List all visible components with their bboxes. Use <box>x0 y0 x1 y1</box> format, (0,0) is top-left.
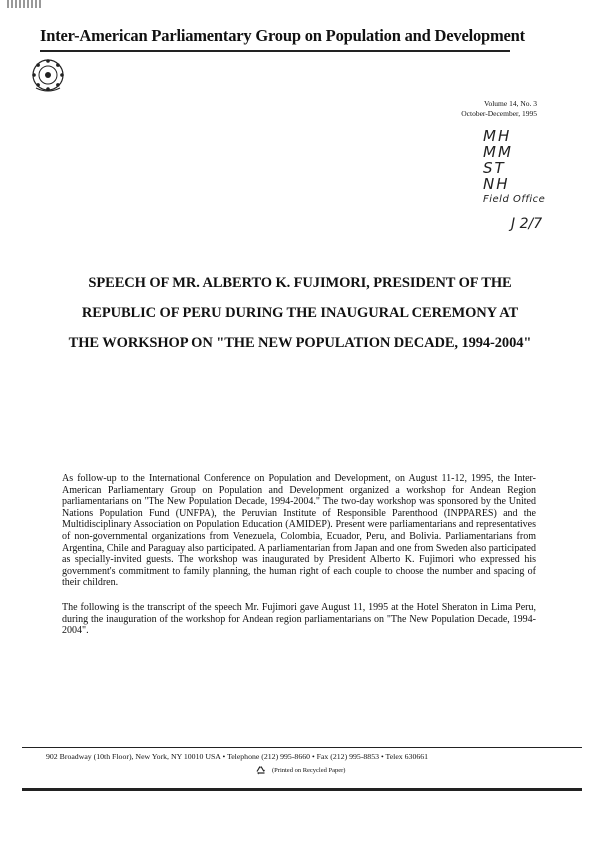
un-emblem-icon <box>30 57 66 93</box>
header-divider <box>40 50 510 52</box>
speech-title-line: SPEECH OF MR. ALBERTO K. FUJIMORI, PRESIDENT OF THE <box>88 275 512 291</box>
handwritten-line: MM <box>483 143 513 161</box>
recycled-paper-note: (Printed on Recycled Paper) <box>272 767 346 774</box>
handwritten-line: MH <box>483 127 512 145</box>
issue-date: October-December, 1995 <box>461 109 537 118</box>
handwritten-signature: J 2/7 <box>511 216 543 232</box>
issue-info <box>461 99 537 119</box>
speech-title-line: THE WORKSHOP ON "THE NEW POPULATION DECADE, 1994-2004" <box>68 335 532 351</box>
footer-divider <box>22 747 582 748</box>
recycle-icon <box>255 765 267 777</box>
handwritten-routing-notes <box>483 128 583 232</box>
body-paragraph: The following is the transcript of the speech Mr. Fujimori gave August 11, 1995 at the Hotel Sheraton in Lima Peru, during the inauguration of the workshop for Andean region parliamentarians on "The New Population Decade, 1994-2004". <box>62 601 536 637</box>
scan-mark-icon <box>6 0 46 10</box>
body-paragraph: As follow-up to the International Conference on Population and Development, on August 11-12, 1995, the Inter-American Parliamentary Group on Population and Development organized a workshop for Andean Region parliamentarians on "The New Population Decade, 1994-2004." The two-day workshop was sponsored by the United Nations Population Fund (UNFPA), the Peruvian Institute of Responsible Parenthood (INPPARES) and the Multidisciplinary Association on Population Education (AMIDEP). Present were parliamentarians and representatives of non-governmental organizations from Venezuela, Colombia, Ecuador, Peru, and Bolivia. Parliamentarians from Argentina, Chile and Paraguay also participated. A parliamentarian from Japan and one from Sweden also participated as specially-invited guests. The workshop was inaugurated by President Alberto K. Fujimori who expressed his government's commitment to family planning, the human right of each couple to choose the number and spacing of their children. <box>62 473 536 589</box>
article-body <box>62 473 536 650</box>
handwritten-line: ST <box>483 159 506 177</box>
handwritten-line: Field Office <box>483 194 546 205</box>
speech-title-line: REPUBLIC OF PERU DURING THE INAUGURAL CEREMONY AT <box>81 305 519 321</box>
issue-volume: Volume 14, No. 3 <box>484 99 537 108</box>
speech-title <box>50 268 550 358</box>
organization-title: Inter-American Parliamentary Group on Population and Development <box>40 26 525 45</box>
handwritten-line: NH <box>483 175 510 193</box>
footer-address: 902 Broadway (10th Floor), New York, NY 10010 USA • Telephone (212) 995-8660 • Fax (212) 995-8853 • Telex 630661 <box>46 752 429 761</box>
footer-bottom-bar <box>22 788 582 791</box>
